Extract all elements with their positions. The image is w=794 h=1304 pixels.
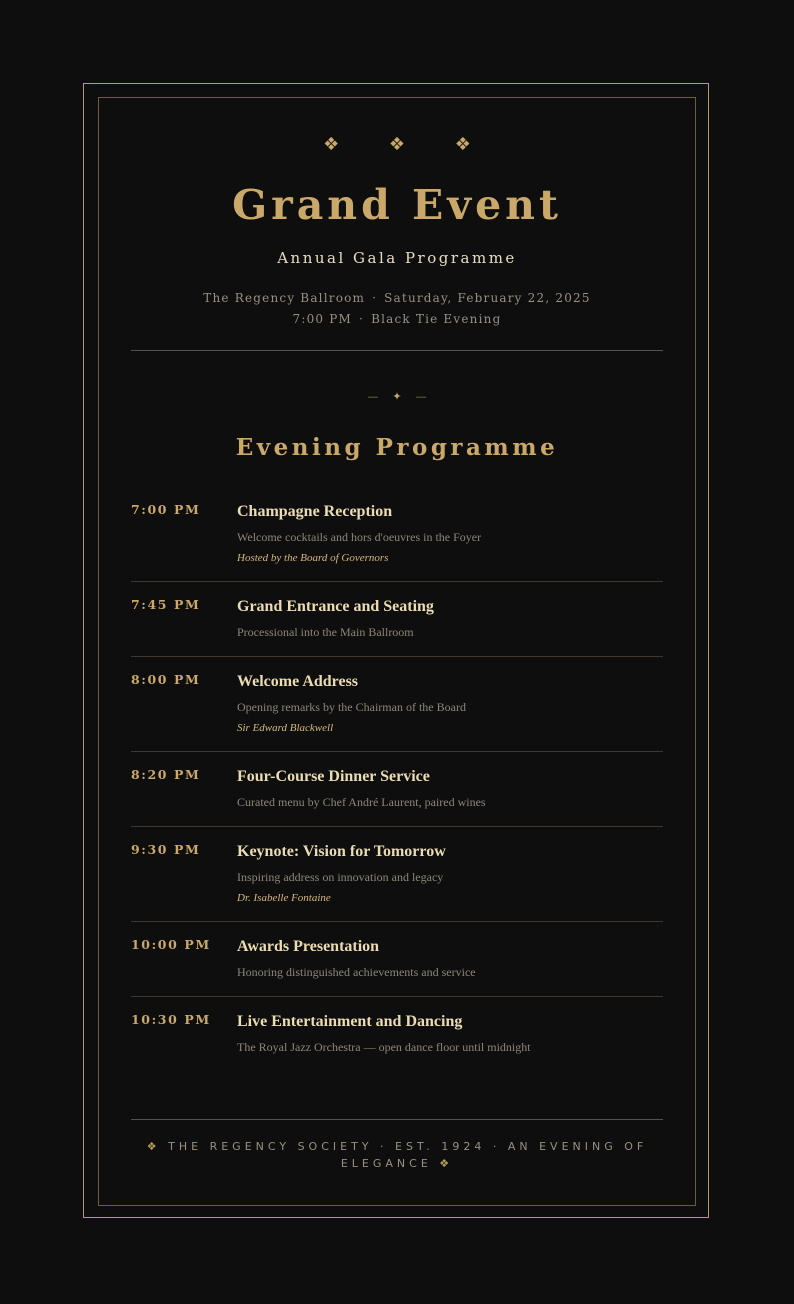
programme-item-description: Processional into the Main Ballroom xyxy=(237,625,414,639)
programme-item-name: Grand Entrance and Seating xyxy=(237,598,434,615)
programme-item-description: Opening remarks by the Chairman of the Board xyxy=(237,700,466,714)
programme-item-body xyxy=(237,671,663,736)
footer-ornament-left-icon: ❖ xyxy=(146,1140,161,1153)
event-details-line-2 xyxy=(131,309,663,330)
programme-item-name: Champagne Reception xyxy=(237,503,393,520)
programme-item xyxy=(131,657,663,752)
programme-item-host: Dr. Isabelle Fontaine xyxy=(237,892,331,904)
footer-text: THE REGENCY SOCIETY · EST. 1924 · AN EVENING OF ELEGANCE xyxy=(168,1140,648,1170)
programme-item-time: 7:45 PM xyxy=(131,597,201,612)
footer-divider-line xyxy=(131,1119,663,1120)
programme-item-description: Curated menu by Chef André Laurent, paired wines xyxy=(237,795,486,809)
ornament-star-icon: ✦ xyxy=(392,390,402,403)
programme-item-time: 8:00 PM xyxy=(131,672,201,687)
programme-item-time: 10:00 PM xyxy=(131,937,211,952)
programme-item-time: 10:30 PM xyxy=(131,1012,211,1027)
programme-content xyxy=(131,98,663,1071)
programme-title: Evening Programme xyxy=(235,434,559,461)
programme-item-name: Welcome Address xyxy=(237,673,359,690)
event-details xyxy=(131,288,663,330)
programme-item-body xyxy=(237,501,663,566)
section-ornament xyxy=(131,389,663,405)
separator: · xyxy=(372,291,378,305)
header-divider-line xyxy=(131,350,663,351)
programme-card-outer-border xyxy=(83,83,709,1218)
programme-item xyxy=(131,489,663,582)
event-details-line-1 xyxy=(131,288,663,309)
programme-item-name: Live Entertainment and Dancing xyxy=(237,1013,463,1030)
programme-item-body xyxy=(237,766,663,811)
programme-list xyxy=(131,489,663,1071)
programme-item-body xyxy=(237,1011,663,1056)
programme-item-host: Hosted by the Board of Governors xyxy=(237,552,389,564)
programme-item xyxy=(131,922,663,997)
event-subtitle: Annual Gala Programme xyxy=(277,249,517,267)
programme-item-body xyxy=(237,596,663,641)
dress-code: Black Tie Evening xyxy=(371,312,502,326)
top-ornament: ❖ ❖ ❖ xyxy=(323,134,493,155)
ornament-dash-left: — xyxy=(367,390,379,403)
programme-item xyxy=(131,997,663,1071)
programme-item-description: Welcome cocktails and hors d'oeuvres in the Foyer xyxy=(237,530,482,544)
programme-item-body xyxy=(237,841,663,906)
programme-item xyxy=(131,752,663,827)
event-time: 7:00 PM xyxy=(292,312,353,326)
footer xyxy=(131,1138,663,1172)
programme-item-time: 7:00 PM xyxy=(131,502,201,517)
programme-item-name: Four-Course Dinner Service xyxy=(237,768,430,785)
programme-item-description: Inspiring address on innovation and legacy xyxy=(237,870,444,884)
programme-item-description: The Royal Jazz Orchestra — open dance floor until midnight xyxy=(237,1040,531,1054)
ornament-dash-right: — xyxy=(415,390,427,403)
footer-ornament-right-icon: ❖ xyxy=(439,1157,454,1170)
programme-item-host: Sir Edward Blackwell xyxy=(237,722,334,734)
programme-item-time: 9:30 PM xyxy=(131,842,201,857)
programme-item xyxy=(131,582,663,657)
separator: · xyxy=(359,312,365,326)
event-title: Grand Event xyxy=(232,181,562,229)
venue: The Regency Ballroom xyxy=(203,291,366,305)
programme-item-description: Honoring distinguished achievements and service xyxy=(237,965,476,979)
event-date: Saturday, February 22, 2025 xyxy=(384,291,591,305)
programme-card-inner-border xyxy=(98,97,696,1206)
programme-item-name: Awards Presentation xyxy=(237,938,380,955)
programme-item-time: 8:20 PM xyxy=(131,767,201,782)
programme-item-body xyxy=(237,936,663,981)
programme-item xyxy=(131,827,663,922)
programme-item-name: Keynote: Vision for Tomorrow xyxy=(237,843,446,860)
